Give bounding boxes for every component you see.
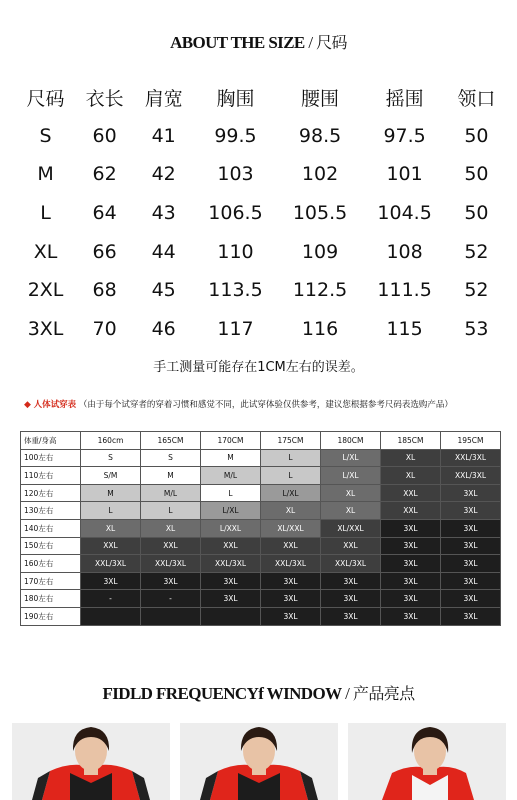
weight-row-label: 110左右 xyxy=(21,467,81,485)
measurement-note: 手工测量可能存在1CM左右的误差。 xyxy=(153,360,364,375)
size-header-cell: 摇围 xyxy=(385,87,424,110)
size-cell: 53 xyxy=(464,317,489,340)
fit-grid-cell: XL xyxy=(321,484,381,502)
fit-grid-cell: XL xyxy=(381,467,441,485)
size-cell: 106.5 xyxy=(208,202,263,225)
fit-grid-cell: - xyxy=(81,590,141,608)
height-column-header: 195CM xyxy=(441,432,501,450)
fit-grid-cell: 3XL xyxy=(261,607,321,625)
size-cell: 46 xyxy=(151,317,176,340)
size-cell: 105.5 xyxy=(292,202,348,225)
model-photo xyxy=(348,723,506,800)
fit-chart-grid xyxy=(20,431,501,626)
size-cell: 64 xyxy=(92,202,117,225)
fit-grid-cell xyxy=(141,607,201,625)
fit-grid-cell: 3XL xyxy=(441,572,501,590)
fit-grid-cell: L/XL xyxy=(321,449,381,467)
height-column-header: 170CM xyxy=(201,432,261,450)
fit-grid-cell: 3XL xyxy=(261,572,321,590)
size-title-cn: 尺码 xyxy=(316,33,347,52)
fit-grid-cell: 3XL xyxy=(441,590,501,608)
fit-grid-cell: M/L xyxy=(141,484,201,502)
size-cell: 44 xyxy=(151,240,176,263)
fit-grid-cell: 3XL xyxy=(441,555,501,573)
fit-grid-cell: XL xyxy=(81,519,141,537)
size-cell: 45 xyxy=(151,279,176,302)
fit-grid-cell: L/XXL xyxy=(201,519,261,537)
fit-grid-cell: L xyxy=(261,449,321,467)
fit-grid-cell: 3XL xyxy=(381,572,441,590)
fit-grid-corner: 体重/身高 xyxy=(21,432,81,450)
fit-grid-cell: 3XL xyxy=(381,519,441,537)
fit-grid-cell: XXL/3XL xyxy=(321,555,381,573)
fit-grid-cell: XXL xyxy=(381,502,441,520)
size-header-cell: 腰围 xyxy=(301,87,340,110)
weight-row-label: 190左右 xyxy=(21,607,81,625)
fit-grid-cell: 3XL xyxy=(201,590,261,608)
fit-grid-cell: XXL/3XL xyxy=(441,449,501,467)
fit-grid-cell: L xyxy=(141,502,201,520)
size-cell: 117 xyxy=(217,317,254,340)
fit-grid-cell: XXL/3XL xyxy=(261,555,321,573)
height-column-header: 160cm xyxy=(81,432,141,450)
weight-row-label: 140左右 xyxy=(21,519,81,537)
size-cell: 99.5 xyxy=(214,124,257,147)
fit-grid-header-row xyxy=(21,432,501,450)
size-title-separator: / xyxy=(304,33,317,52)
size-cell: 41 xyxy=(151,124,176,147)
fit-grid-cell: - xyxy=(141,590,201,608)
weight-row-label: 170左右 xyxy=(21,572,81,590)
weight-row-label: 180左右 xyxy=(21,590,81,608)
fit-grid-cell: 3XL xyxy=(441,484,501,502)
weight-row-label: 130左右 xyxy=(21,502,81,520)
size-cell: 50 xyxy=(464,124,489,147)
height-column-header: 175CM xyxy=(261,432,321,450)
size-cell: 50 xyxy=(464,163,489,186)
size-cell: 98.5 xyxy=(298,124,342,147)
size-cell: 52 xyxy=(464,240,489,263)
size-table-header-row xyxy=(16,78,506,117)
size-cell: 108 xyxy=(386,240,423,263)
fit-grid-cell: 3XL xyxy=(381,607,441,625)
size-header-cell: 尺码 xyxy=(26,87,65,110)
size-cell: 101 xyxy=(386,163,423,186)
height-column-header: 180CM xyxy=(321,432,381,450)
fit-grid-cell: 3XL xyxy=(261,590,321,608)
size-cell: 60 xyxy=(92,124,117,147)
fit-grid-cell: XXL xyxy=(141,537,201,555)
product-photo-strip xyxy=(0,723,517,800)
fit-grid-row xyxy=(21,590,501,608)
size-header-cell: 领口 xyxy=(457,87,496,110)
fit-grid-cell: 3XL xyxy=(81,572,141,590)
size-cell: L xyxy=(40,202,51,225)
size-cell: M xyxy=(37,163,54,186)
fit-grid-row xyxy=(21,519,501,537)
size-cell: 2XL xyxy=(27,279,64,302)
size-cell: S xyxy=(39,124,52,147)
fit-grid-cell: L xyxy=(81,502,141,520)
model-photo xyxy=(180,723,338,800)
fit-grid-cell: 3XL xyxy=(441,519,501,537)
fit-grid-cell: L/XL xyxy=(321,467,381,485)
fit-grid-cell: 3XL xyxy=(321,607,381,625)
fit-grid-cell: 3XL xyxy=(321,572,381,590)
fit-grid-cell: 3XL xyxy=(441,537,501,555)
fit-grid-row xyxy=(21,572,501,590)
fit-grid-cell: XL xyxy=(261,502,321,520)
fit-grid-cell: XXL xyxy=(201,537,261,555)
trial-fit-label: 人体试穿表 xyxy=(33,400,77,410)
fit-grid-cell: 3XL xyxy=(381,555,441,573)
fit-grid-cell: XXL/3XL xyxy=(81,555,141,573)
size-cell: 42 xyxy=(151,163,176,186)
size-cell: 113.5 xyxy=(208,279,263,302)
fit-grid-cell: 3XL xyxy=(441,502,501,520)
fit-grid-row xyxy=(21,537,501,555)
size-cell: 103 xyxy=(217,163,254,186)
size-cell: 109 xyxy=(301,240,339,263)
fit-grid-cell: L/XL xyxy=(201,502,261,520)
highlight-title-cn: 产品亮点 xyxy=(352,684,415,703)
size-header-cell: 衣长 xyxy=(85,87,124,110)
fit-grid-cell: XXL xyxy=(381,484,441,502)
fit-grid-cell: M/L xyxy=(201,467,261,485)
size-cell: 116 xyxy=(301,317,339,340)
size-cell: 115 xyxy=(386,317,423,340)
fit-grid-cell: M xyxy=(141,467,201,485)
weight-row-label: 100左右 xyxy=(21,449,81,467)
fit-grid-cell: 3XL xyxy=(201,572,261,590)
size-cell: 112.5 xyxy=(292,279,348,302)
fit-grid-cell: M xyxy=(81,484,141,502)
fit-grid-row xyxy=(21,555,501,573)
fit-grid-cell: XXL/3XL xyxy=(441,467,501,485)
height-column-header: 185CM xyxy=(381,432,441,450)
weight-row-label: 150左右 xyxy=(21,537,81,555)
size-cell: 111.5 xyxy=(377,279,432,302)
size-cell: 52 xyxy=(464,279,489,302)
size-title-en: ABOUT THE SIZE xyxy=(170,33,305,52)
size-table-row xyxy=(16,232,506,271)
fit-grid-cell xyxy=(81,607,141,625)
model-photo-illustration xyxy=(348,723,506,800)
fit-grid-row xyxy=(21,449,501,467)
highlight-title-en: FIDLD FREQUENCYf WINDOW xyxy=(102,684,342,703)
fit-grid-cell: XXL xyxy=(321,537,381,555)
fit-grid-cell: M xyxy=(201,449,261,467)
fit-grid-cell: XXL/3XL xyxy=(201,555,261,573)
fit-grid-cell: XXL xyxy=(261,537,321,555)
fit-grid-cell: 3XL xyxy=(321,590,381,608)
size-chart-table xyxy=(16,78,506,348)
size-cell: 97.5 xyxy=(383,124,426,147)
fit-grid-cell: L xyxy=(201,484,261,502)
trial-fit-desc: （由于每个试穿者的穿着习惯和感觉不同，此试穿体验仅供参考，建议您根据参考尺码表选购产品） xyxy=(78,400,453,410)
size-table-row xyxy=(16,271,506,310)
model-photo-illustration xyxy=(180,723,338,800)
fit-grid-cell: 3XL xyxy=(141,572,201,590)
fit-grid-cell: S/M xyxy=(81,467,141,485)
fit-grid-cell: XL/XXL xyxy=(261,519,321,537)
model-photo-illustration xyxy=(12,723,170,800)
size-header-cell: 胸围 xyxy=(216,87,255,110)
model-photo xyxy=(12,723,170,800)
fit-grid-cell: XL xyxy=(381,449,441,467)
size-header-cell: 肩宽 xyxy=(144,87,183,110)
trial-fit-header xyxy=(24,398,453,410)
size-cell: 62 xyxy=(92,163,117,186)
weight-row-label: 120左右 xyxy=(21,484,81,502)
fit-grid-cell: XXL/3XL xyxy=(141,555,201,573)
diamond-icon: ◆ xyxy=(24,400,31,410)
size-cell: 68 xyxy=(92,279,117,302)
fit-grid-row xyxy=(21,467,501,485)
size-table-row xyxy=(16,155,506,194)
fit-grid-cell: 3XL xyxy=(381,590,441,608)
fit-grid-cell xyxy=(201,607,261,625)
size-cell: 66 xyxy=(92,240,117,263)
size-table-row xyxy=(16,310,506,349)
size-table-row xyxy=(16,117,506,156)
size-section-title xyxy=(0,30,517,53)
fit-grid-cell: 3XL xyxy=(381,537,441,555)
highlight-title-separator: / xyxy=(341,684,353,703)
fit-grid-cell: 3XL xyxy=(441,607,501,625)
fit-grid-row xyxy=(21,502,501,520)
size-cell: 70 xyxy=(92,317,117,340)
fit-grid-cell: S xyxy=(141,449,201,467)
size-cell: 104.5 xyxy=(377,202,432,225)
fit-grid-cell: XL xyxy=(321,502,381,520)
size-cell: 110 xyxy=(217,240,254,263)
size-cell: 43 xyxy=(151,202,176,225)
fit-grid-cell: XXL xyxy=(81,537,141,555)
size-table-row xyxy=(16,194,506,233)
fit-grid-cell: L/XL xyxy=(261,484,321,502)
fit-grid-cell: XL xyxy=(141,519,201,537)
size-cell: 3XL xyxy=(27,317,64,340)
weight-row-label: 160左右 xyxy=(21,555,81,573)
size-cell: 50 xyxy=(464,202,489,225)
fit-grid-cell: XL/XXL xyxy=(321,519,381,537)
height-column-header: 165CM xyxy=(141,432,201,450)
size-cell: 102 xyxy=(301,163,339,186)
fit-grid-row xyxy=(21,484,501,502)
fit-grid-row xyxy=(21,607,501,625)
size-cell: XL xyxy=(33,240,58,263)
fit-grid-cell: L xyxy=(261,467,321,485)
fit-grid-cell: S xyxy=(81,449,141,467)
highlight-section-title xyxy=(0,681,517,704)
